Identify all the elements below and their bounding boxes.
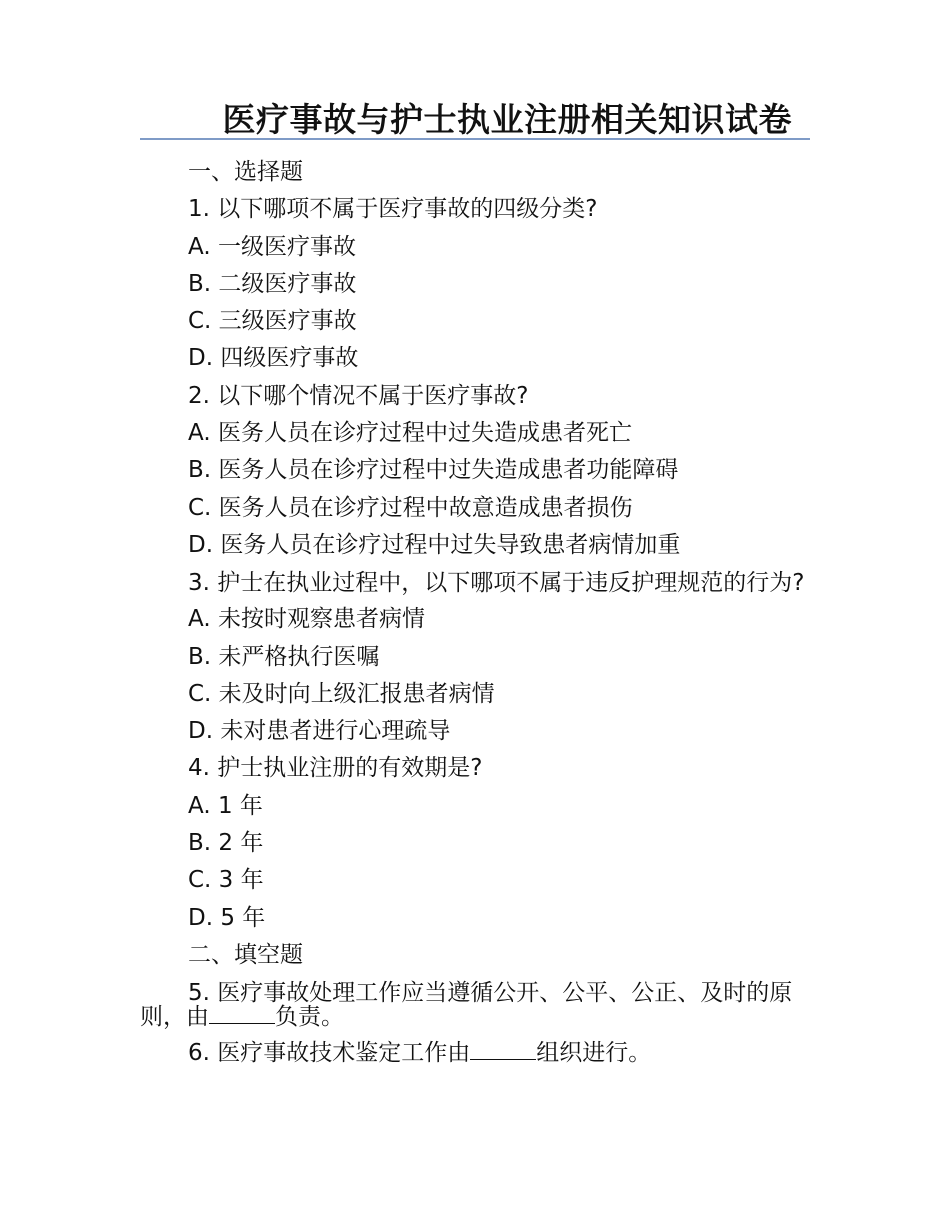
q4-option-b: B. 2 年 xyxy=(188,830,264,857)
question-3: 3. 护士在执业过程中，以下哪项不属于违反护理规范的行为? xyxy=(188,570,805,597)
question-6 xyxy=(140,1035,812,1072)
q3-option-b: B. 未严格执行医嘱 xyxy=(188,643,380,670)
q4-option-c: C. 3 年 xyxy=(188,867,264,894)
q5-text-before: 5. 医疗事故处理工作应当遵循公开、公平、公正、及时的原则，由 xyxy=(140,980,793,1031)
q2-option-b: B. 医务人员在诊疗过程中过失造成患者功能障碍 xyxy=(188,457,679,484)
q2-option-c: C. 医务人员在诊疗过程中故意造成患者损伤 xyxy=(188,494,633,521)
question-1: 1. 以下哪项不属于医疗事故的四级分类? xyxy=(188,196,598,223)
section-heading-choice: 一、选择题 xyxy=(188,159,303,185)
q1-option-d: D. 四级医疗事故 xyxy=(188,345,359,372)
q1-option-c: C. 三级医疗事故 xyxy=(188,308,357,335)
q4-option-d: D. 5 年 xyxy=(188,904,266,931)
question-5 xyxy=(140,974,812,1035)
q1-option-a: A. 一级医疗事故 xyxy=(188,233,356,260)
q3-option-c: C. 未及时向上级汇报患者病情 xyxy=(188,680,495,707)
q6-blank xyxy=(470,1041,536,1060)
q5-text-after: 负责。 xyxy=(275,1004,344,1031)
section-heading-fill: 二、填空题 xyxy=(188,941,303,968)
question-2: 2. 以下哪个情况不属于医疗事故? xyxy=(188,382,529,409)
q6-text-before: 6. 医疗事故技术鉴定工作由 xyxy=(188,1040,471,1067)
q2-option-d: D. 医务人员在诊疗过程中过失导致患者病情加重 xyxy=(188,531,681,558)
q1-option-b: B. 二级医疗事故 xyxy=(188,270,357,297)
q3-option-d: D. 未对患者进行心理疏导 xyxy=(188,718,451,745)
q2-option-a: A. 医务人员在诊疗过程中过失造成患者死亡 xyxy=(188,420,632,447)
q5-blank xyxy=(209,1005,275,1024)
q3-option-a: A. 未按时观察患者病情 xyxy=(188,606,425,633)
document-body xyxy=(140,154,812,1073)
q6-text-after: 组织进行。 xyxy=(536,1040,652,1067)
q4-option-a: A. 1 年 xyxy=(188,792,263,819)
question-4: 4. 护士执业注册的有效期是? xyxy=(188,755,483,782)
document-title: 医疗事故与护士执业注册相关知识试卷 xyxy=(140,100,810,140)
